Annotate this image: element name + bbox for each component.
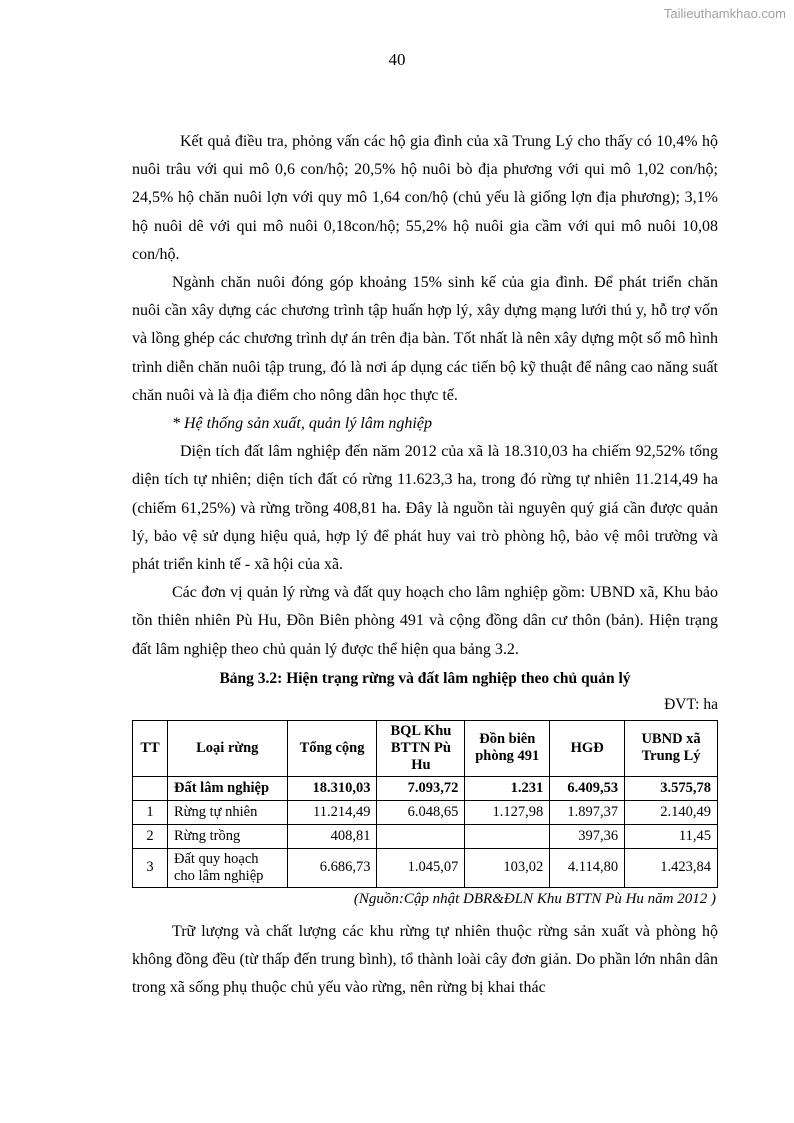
- table-row: [133, 824, 718, 848]
- page-number: 40: [388, 50, 406, 69]
- table-cell: [465, 824, 550, 848]
- table-cell: 2: [133, 824, 168, 848]
- section-subheading: * Hệ thống sản xuất, quản lý lâm nghiệp: [172, 415, 432, 433]
- paragraph-forest-area: Diện tích đất lâm nghiệp đến năm 2012 của xã là 18.310,03 ha chiếm 92,52% tổng diện tích tự nhiên; diện tích đất có rừng 11.623,3 ha, trong đó rừng tự nhiên 11.214,49 ha (chiếm 61,25%) và rừng trồng 408,81 ha. Đây là nguồn tài nguyên quý giá cần được quản lý, bảo vệ sử dụng hiệu quả, hợp lý để phát huy vai trò phòng hộ, bảo vệ môi trường và phát triển kinh tế - xã hội của xã.: [132, 443, 718, 574]
- table-cell: Rừng trồng: [167, 824, 287, 848]
- table-cell: 397,36: [550, 824, 625, 848]
- table-cell: 103,02: [465, 848, 550, 887]
- table-header-row: [133, 720, 718, 776]
- table-cell: [133, 776, 168, 800]
- table-cell: 1.423,84: [625, 848, 718, 887]
- table-cell: 6.048,65: [377, 800, 465, 824]
- forest-land-table: [132, 720, 718, 888]
- table-cell: 1: [133, 800, 168, 824]
- table-cell: 11,45: [625, 824, 718, 848]
- paragraph-livestock-contribution: Ngành chăn nuôi đóng góp khoảng 15% sinh kế của gia đình. Để phát triển chăn nuôi cần xây dựng các chương trình tập huấn hợp lý, xây dựng mạng lưới thú y, hỗ trợ vốn và lồng ghép các chương trình dự án trên địa bàn. Tốt nhất là nên xây dựng một số mô hình trình diễn chăn nuôi tập trung, đó là nơi áp dụng các tiến bộ kỹ thuật để nâng cao năng suất chăn nuôi và là địa điểm cho nông dân học thực tế.: [132, 274, 718, 404]
- header-ubnd: UBND xã Trung Lý: [625, 720, 718, 776]
- document-body: [132, 128, 718, 1002]
- header-tt: TT: [133, 720, 168, 776]
- table-cell: 11.214,49: [287, 800, 377, 824]
- table-cell: 1.231: [465, 776, 550, 800]
- table-caption: Bảng 3.2: Hiện trạng rừng và đất lâm nghiệp theo chủ quản lý: [219, 669, 631, 687]
- table-cell: 3: [133, 848, 168, 887]
- paragraph-forest-management-units: Các đơn vị quản lý rừng và đất quy hoạch cho lâm nghiệp gồm: UBND xã, Khu bảo tồn thiên nhiên Pù Hu, Đồn Biên phòng 491 và cộng đồng dân cư thôn (bản). Hiện trạng đất lâm nghiệp theo chủ quản lý được thể hiện qua bảng 3.2.: [132, 584, 718, 658]
- table-cell: Rừng tự nhiên: [167, 800, 287, 824]
- table-cell: Đất quy hoạch cho lâm nghiệp: [167, 848, 287, 887]
- header-bql: BQL Khu BTTN Pù Hu: [377, 720, 465, 776]
- table-cell: 1.045,07: [377, 848, 465, 887]
- header-tong-cong: Tổng cộng: [287, 720, 377, 776]
- table-cell: 18.310,03: [287, 776, 377, 800]
- table-cell: 3.575,78: [625, 776, 718, 800]
- header-don-bien-phong: Đồn biên phòng 491: [465, 720, 550, 776]
- table-cell: 1.897,37: [550, 800, 625, 824]
- table-cell: 6.409,53: [550, 776, 625, 800]
- header-loai-rung: Loại rừng: [167, 720, 287, 776]
- table-cell: 7.093,72: [377, 776, 465, 800]
- table-cell: Đất lâm nghiệp: [167, 776, 287, 800]
- table-cell: 6.686,73: [287, 848, 377, 887]
- table-unit: ĐVT: ha: [664, 695, 718, 713]
- table-cell: 408,81: [287, 824, 377, 848]
- table-row-total: [133, 776, 718, 800]
- table-row: [133, 800, 718, 824]
- table-row: [133, 848, 718, 887]
- table-cell: 4.114,80: [550, 848, 625, 887]
- watermark: Tailieuthamkhao.com: [663, 6, 786, 21]
- paragraph-livestock-survey: Kết quả điều tra, phỏng vấn các hộ gia đình của xã Trung Lý cho thấy có 10,4% hộ nuôi trâu với qui mô 0,6 con/hộ; 20,5% hộ nuôi bò địa phương với qui mô 1,02 con/hộ; 24,5% hộ chăn nuôi lợn với quy mô 1,64 con/hộ (chủ yếu là giống lợn địa phương); 3,1% hộ nuôi dê với qui mô nuôi 0,18con/hộ; 55,2% hộ nuôi gia cầm với qui mô nuôi 10,08 con/hộ.: [132, 133, 718, 263]
- header-hgd: HGĐ: [550, 720, 625, 776]
- paragraph-forest-quality: Trữ lượng và chất lượng các khu rừng tự nhiên thuộc rừng sản xuất và phòng hộ không đồng đều (từ thấp đến trung bình), tổ thành loài cây đơn giản. Do phần lớn nhân dân trong xã sống phụ thuộc chủ yếu vào rừng, nên rừng bị khai thác: [132, 922, 718, 997]
- table-cell: 2.140,49: [625, 800, 718, 824]
- table-cell: [377, 824, 465, 848]
- table-source-note: (Nguồn:Cập nhật DBR&ĐLN Khu BTTN Pù Hu năm 2012 ): [353, 890, 716, 907]
- table-cell: 1.127,98: [465, 800, 550, 824]
